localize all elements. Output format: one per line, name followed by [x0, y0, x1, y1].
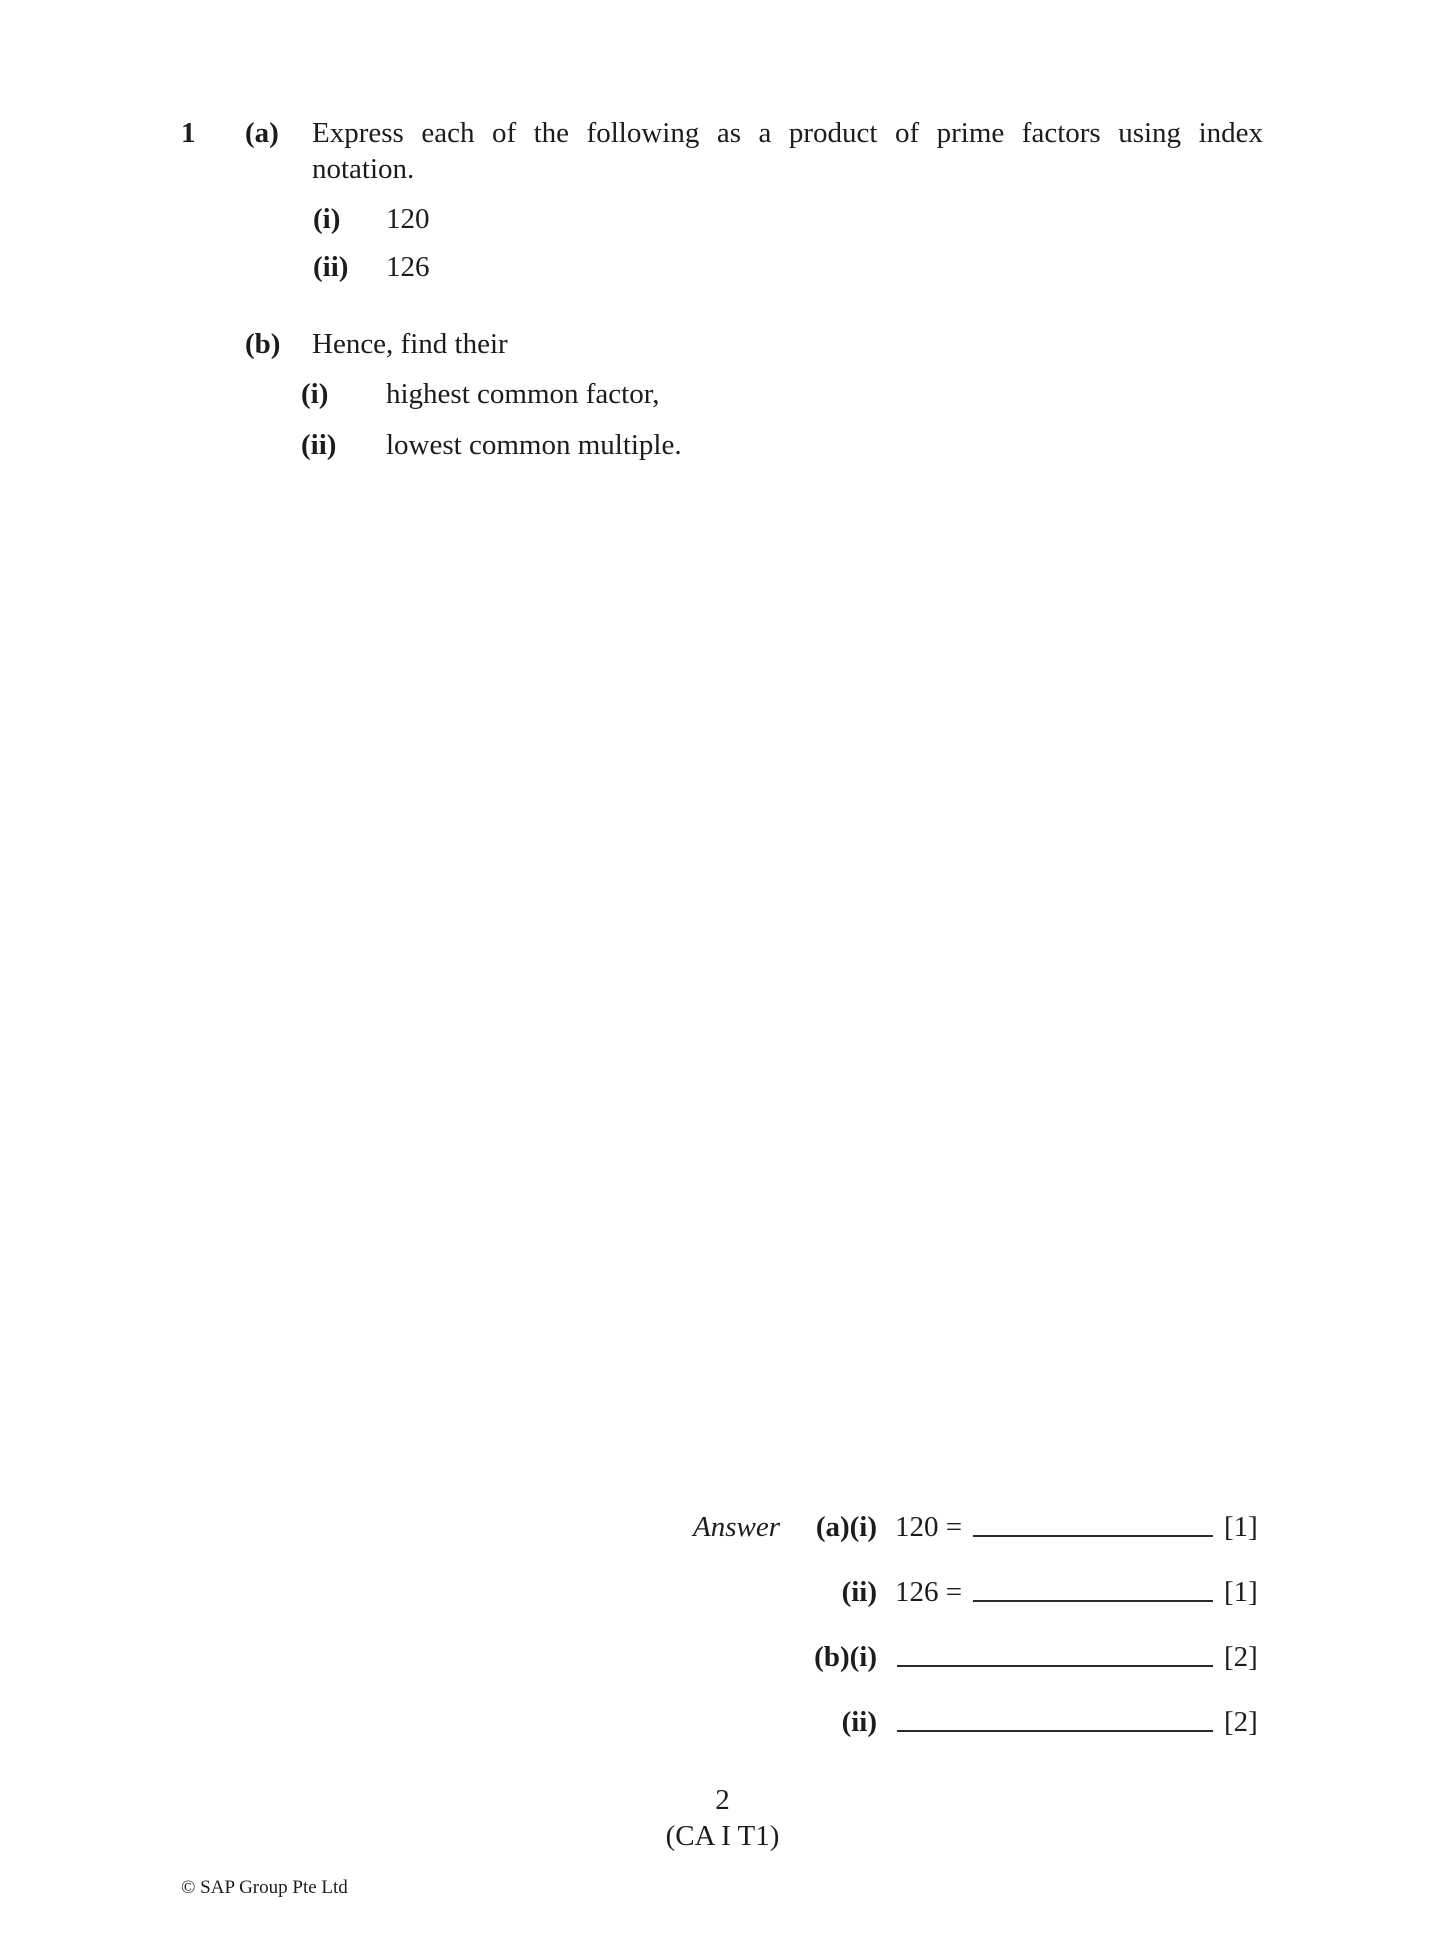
answer-row4-blank: [897, 1704, 1213, 1732]
part-a-item-i-label: (i): [313, 203, 341, 235]
answer-heading: Answer: [693, 1511, 780, 1543]
answer-row1-prefix: 120 =: [895, 1511, 963, 1543]
part-b-item-ii-label: (ii): [301, 429, 337, 461]
part-b-text: Hence, find their: [312, 328, 508, 360]
answer-row2-prefix: 126 =: [895, 1576, 963, 1608]
part-b-item-i-value: highest common factor,: [386, 378, 660, 410]
paper-code: (CA I T1): [665, 1820, 780, 1852]
part-a-label: (a): [245, 117, 279, 149]
answer-row1-mark: [1]: [1224, 1511, 1258, 1543]
answer-row2-blank: [973, 1574, 1213, 1602]
part-b-item-ii-value: lowest common multiple.: [386, 429, 682, 461]
answer-row1-blank: [973, 1509, 1213, 1537]
part-a-text: [312, 115, 1263, 187]
part-b-label: (b): [245, 328, 281, 360]
part-a-item-i-value: 120: [386, 203, 430, 235]
copyright-notice: © SAP Group Pte Ltd: [181, 1877, 348, 1898]
part-a-text-line2: notation.: [312, 153, 415, 185]
answer-row4-label: (ii): [841, 1706, 877, 1738]
page-number: 2: [715, 1784, 730, 1816]
part-a-text-line1: Express each of the following as a product of prime factors using index: [312, 117, 1263, 149]
part-b-item-i-label: (i): [301, 378, 329, 410]
answer-row3-blank: [897, 1639, 1213, 1667]
part-a-item-ii-label: (ii): [313, 251, 349, 283]
answer-row2-label: (ii): [841, 1576, 877, 1608]
answer-row3-mark: [2]: [1224, 1641, 1258, 1673]
question-number: 1: [181, 117, 196, 149]
part-a-item-ii-value: 126: [386, 251, 430, 283]
page-footer: [0, 1782, 1445, 1854]
answer-row3-label: (b)(i): [814, 1641, 877, 1673]
answer-row1-label: (a)(i): [815, 1511, 877, 1543]
answer-row2-mark: [1]: [1224, 1576, 1258, 1608]
answer-row4-mark: [2]: [1224, 1706, 1258, 1738]
